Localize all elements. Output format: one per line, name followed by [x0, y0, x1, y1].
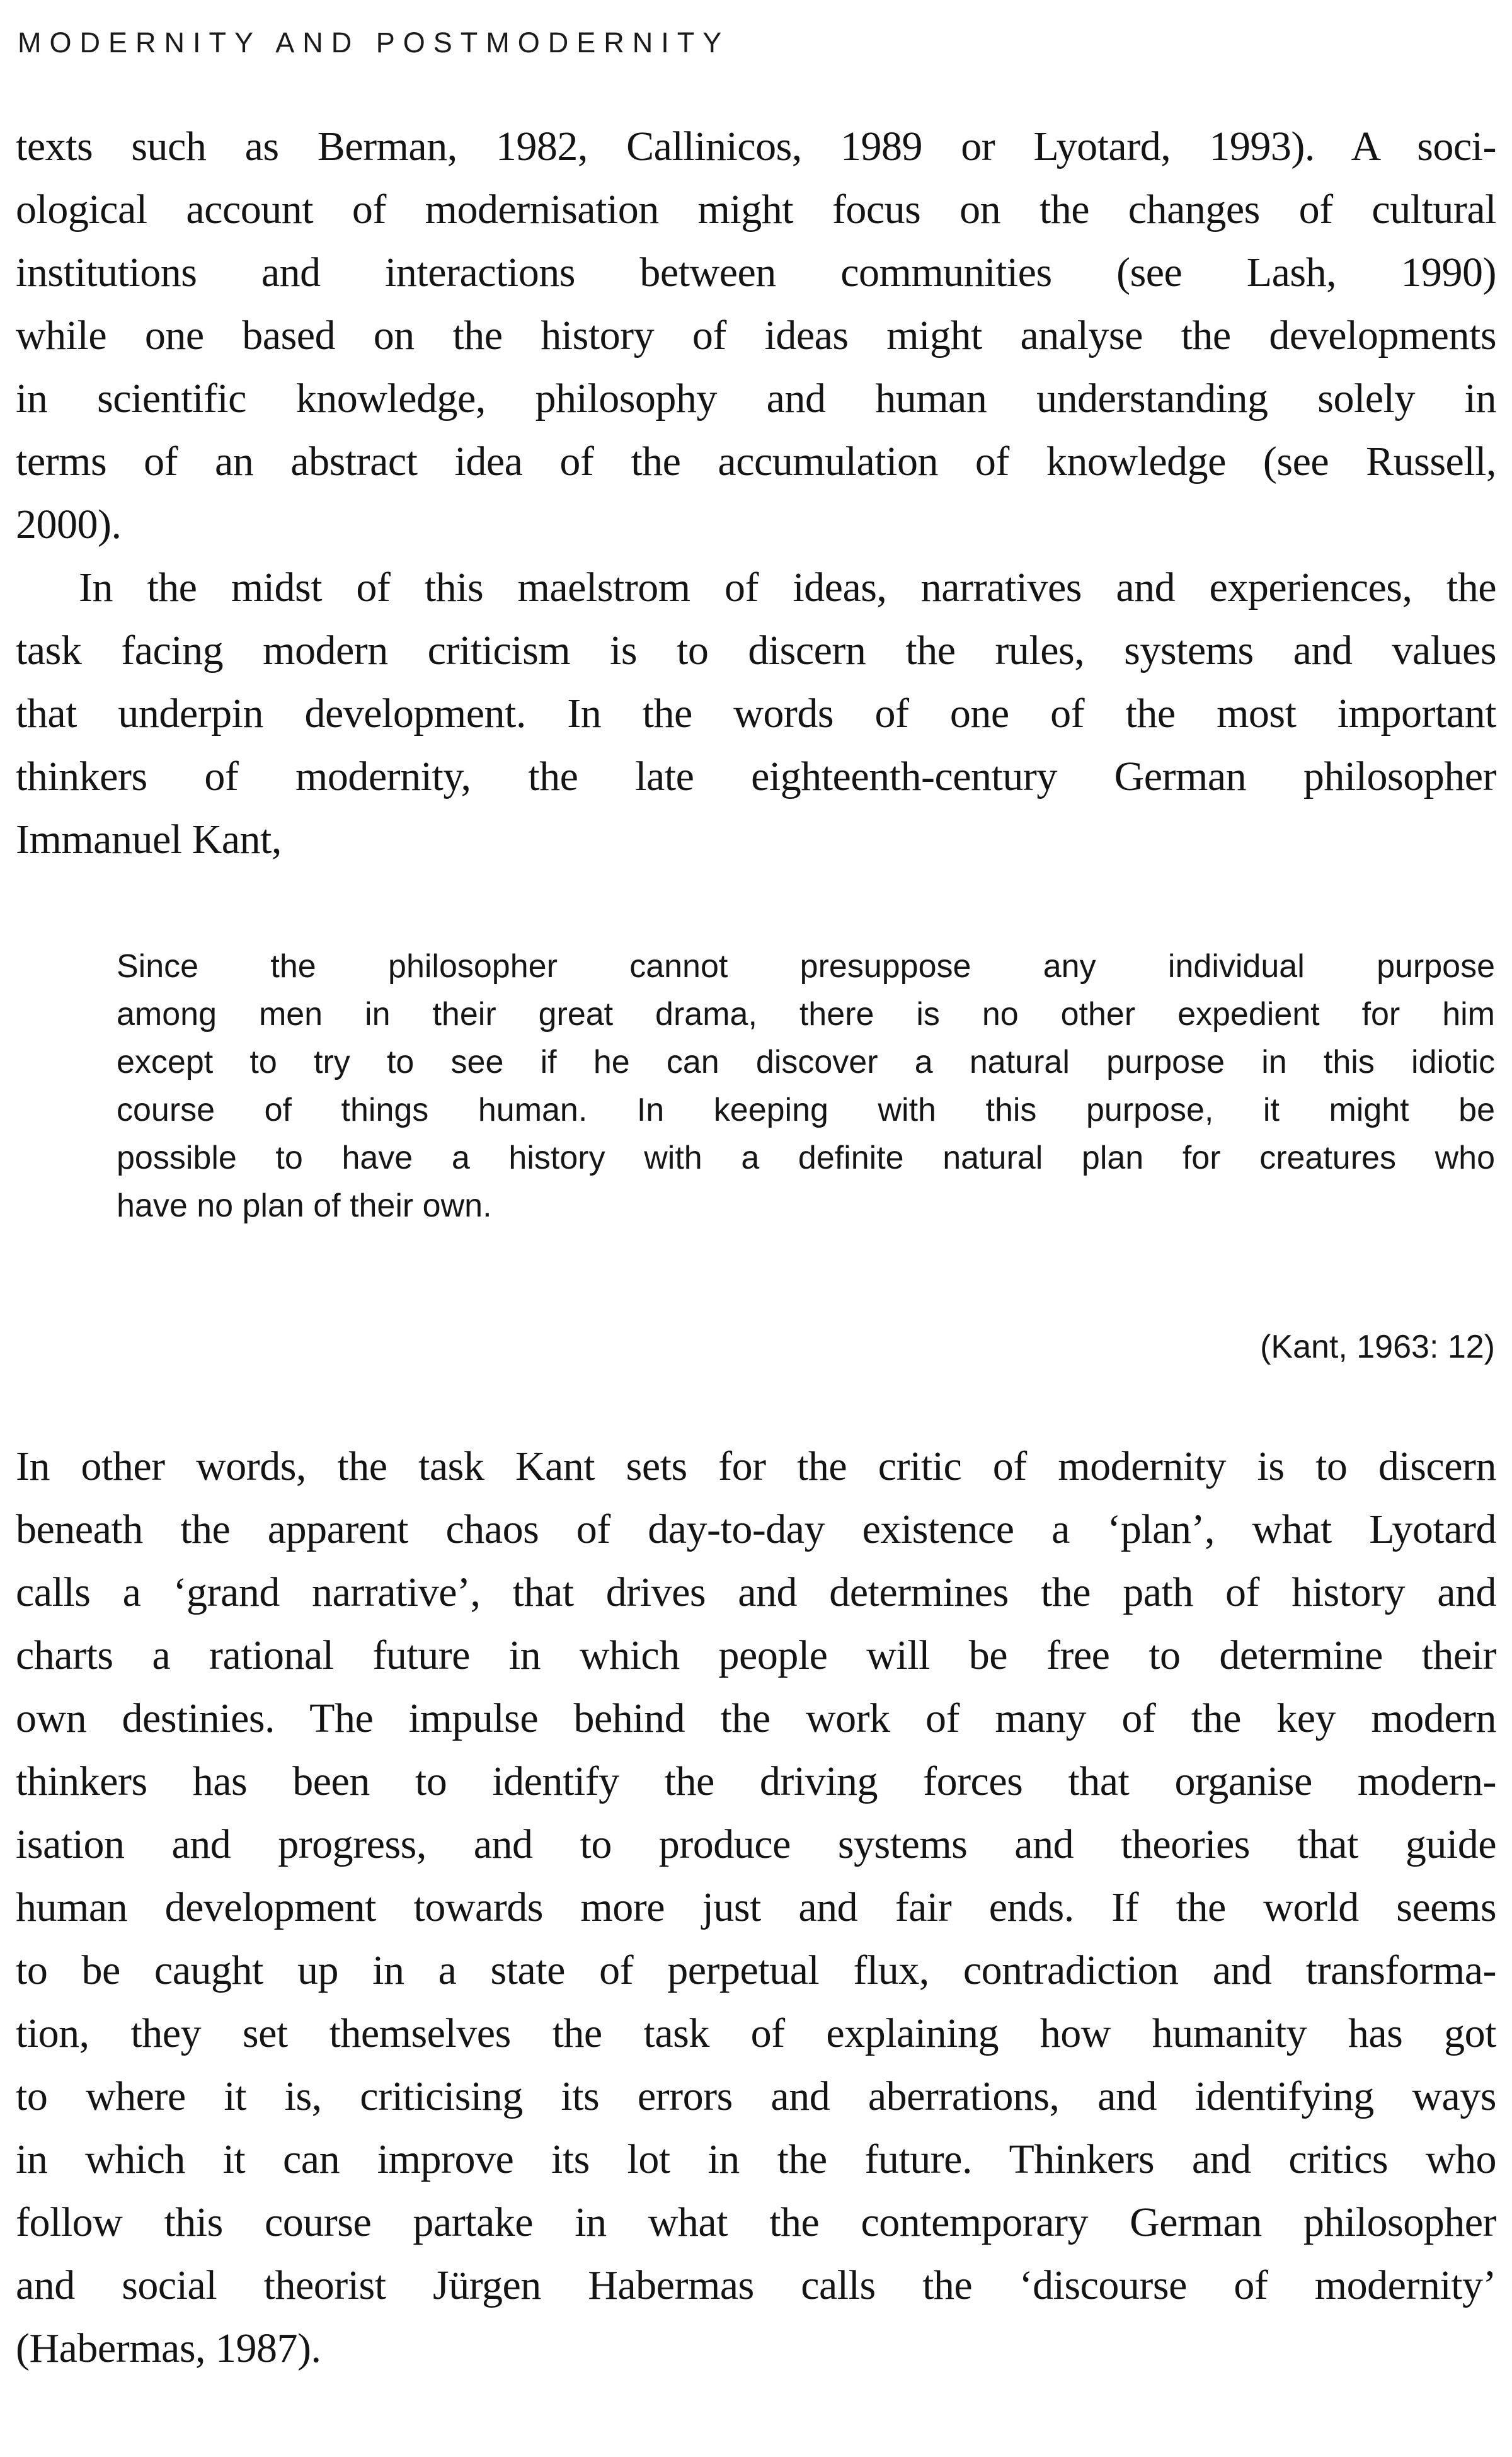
text-line: while one based on the history of ideas might analyse the developments — [16, 312, 1496, 358]
text-line: task facing modern criticism is to discern the rules, systems and values — [16, 627, 1496, 673]
text-line: Since the philosopher cannot presuppose any individual purpose — [117, 948, 1495, 985]
text-line: 2000). — [16, 501, 122, 547]
text-line: thinkers has been to identify the driving forces that organise modern- — [16, 1758, 1496, 1804]
text-line: and social theorist Jürgen Habermas calls the ‘discourse of modernity’ — [16, 2262, 1496, 2308]
text-line: follow this course partake in what the contemporary German philosopher — [16, 2199, 1496, 2245]
text-line: ological account of modernisation might focus on the changes of cultural — [16, 186, 1496, 232]
text-line: possible to have a history with a definite natural plan for creatures who — [117, 1140, 1495, 1176]
body-text-block-2 — [16, 1435, 1496, 2380]
text-line: thinkers of modernity, the late eighteenth-century German philosopher — [16, 753, 1496, 799]
text-line: charts a rational future in which people will be free to determine their — [16, 1632, 1496, 1678]
text-line: in scientific knowledge, philosophy and human understanding solely in — [16, 375, 1496, 421]
text-line: In the midst of this maelstrom of ideas, narratives and experiences, the — [79, 564, 1496, 610]
kant-block-quote — [117, 942, 1495, 1230]
text-line: tion, they set themselves the task of explaining how humanity has got — [16, 2010, 1496, 2056]
text-line: that underpin development. In the words of one of the most important — [16, 690, 1496, 736]
text-line: own destinies. The impulse behind the work of many of the key modern — [16, 1695, 1496, 1741]
text-line: in which it can improve its lot in the future. Thinkers and critics who — [16, 2136, 1496, 2182]
text-line: have no plan of their own. — [117, 1188, 492, 1224]
body-text-block-1 — [16, 115, 1496, 871]
text-line: Immanuel Kant, — [16, 816, 282, 862]
text-line: institutions and interactions between communities (see Lash, 1990) — [16, 249, 1496, 295]
text-line: terms of an abstract idea of the accumulation of knowledge (see Russell, — [16, 438, 1496, 484]
running-header: MODERNITY AND POSTMODERNITY — [18, 26, 730, 59]
text-line: human development towards more just and fair ends. If the world seems — [16, 1884, 1496, 1930]
quote-citation: (Kant, 1963: 12) — [1260, 1329, 1495, 1365]
text-line: In other words, the task Kant sets for the critic of modernity is to discern — [16, 1443, 1496, 1489]
text-line: isation and progress, and to produce systems and theories that guide — [16, 1821, 1496, 1867]
text-line: calls a ‘grand narrative’, that drives and determines the path of history and — [16, 1569, 1496, 1615]
text-line: among men in their great drama, there is no other expedient for him — [117, 996, 1495, 1033]
text-line: beneath the apparent chaos of day-to-day existence a ‘plan’, what Lyotard — [16, 1506, 1496, 1552]
text-line: course of things human. In keeping with this purpose, it might be — [117, 1092, 1495, 1128]
text-line: (Habermas, 1987). — [16, 2325, 321, 2371]
text-line: texts such as Berman, 1982, Callinicos, 1989 or Lyotard, 1993). A soci- — [16, 123, 1496, 169]
text-line: to where it is, criticising its errors and aberrations, and identifying ways — [16, 2073, 1496, 2119]
text-line: except to try to see if he can discover a natural purpose in this idiotic — [117, 1044, 1495, 1080]
text-line: to be caught up in a state of perpetual flux, contradiction and transforma- — [16, 1947, 1496, 1993]
